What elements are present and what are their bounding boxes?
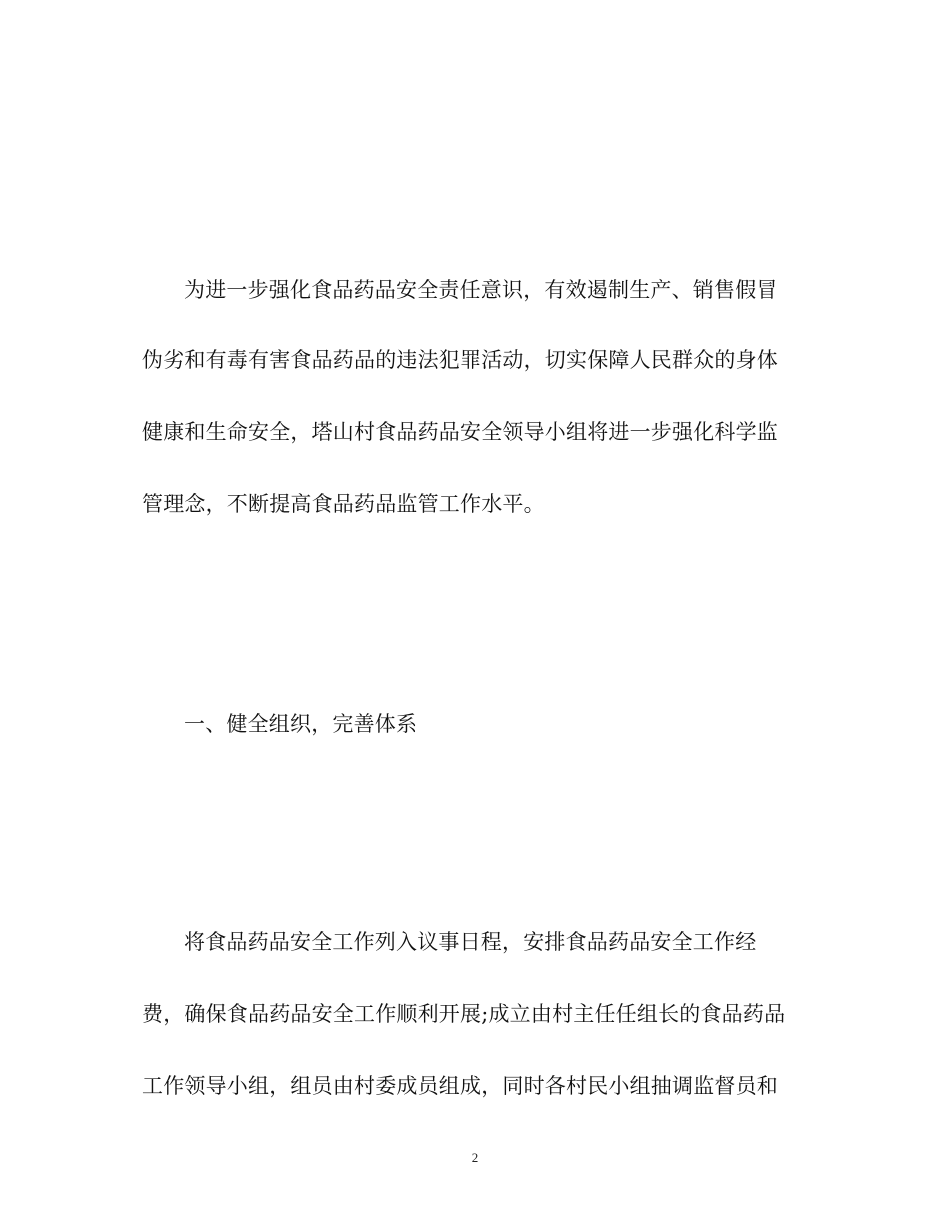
paragraph-1-line-1: 为进一步强化食品药品安全责任意识，有效遏制生产、销售假冒 (184, 278, 778, 302)
paragraph-1-line-4: 管理念，不断提高食品药品监管工作水平。 (142, 492, 545, 516)
section-heading: 一、健全组织，完善体系 (184, 712, 418, 736)
paragraph-1-line-2: 伪劣和有毒有害食品药品的违法犯罪活动，切实保障人民群众的身体 (142, 348, 778, 372)
paragraph-2-line-2: 费，确保食品药品安全工作顺利开展;成立由村主任任组长的食品药品 (142, 1002, 786, 1026)
paragraph-2-line-1: 将食品药品安全工作列入议事日程，安排食品药品安全工作经 (184, 930, 757, 954)
page-number: 2 (471, 1150, 479, 1165)
paragraph-1-line-3: 健康和生命安全，塔山村食品药品安全领导小组将进一步强化科学监 (142, 420, 778, 444)
paragraph-2-line-3: 工作领导小组，组员由村委成员组成，同时各村民小组抽调监督员和 (142, 1074, 778, 1098)
